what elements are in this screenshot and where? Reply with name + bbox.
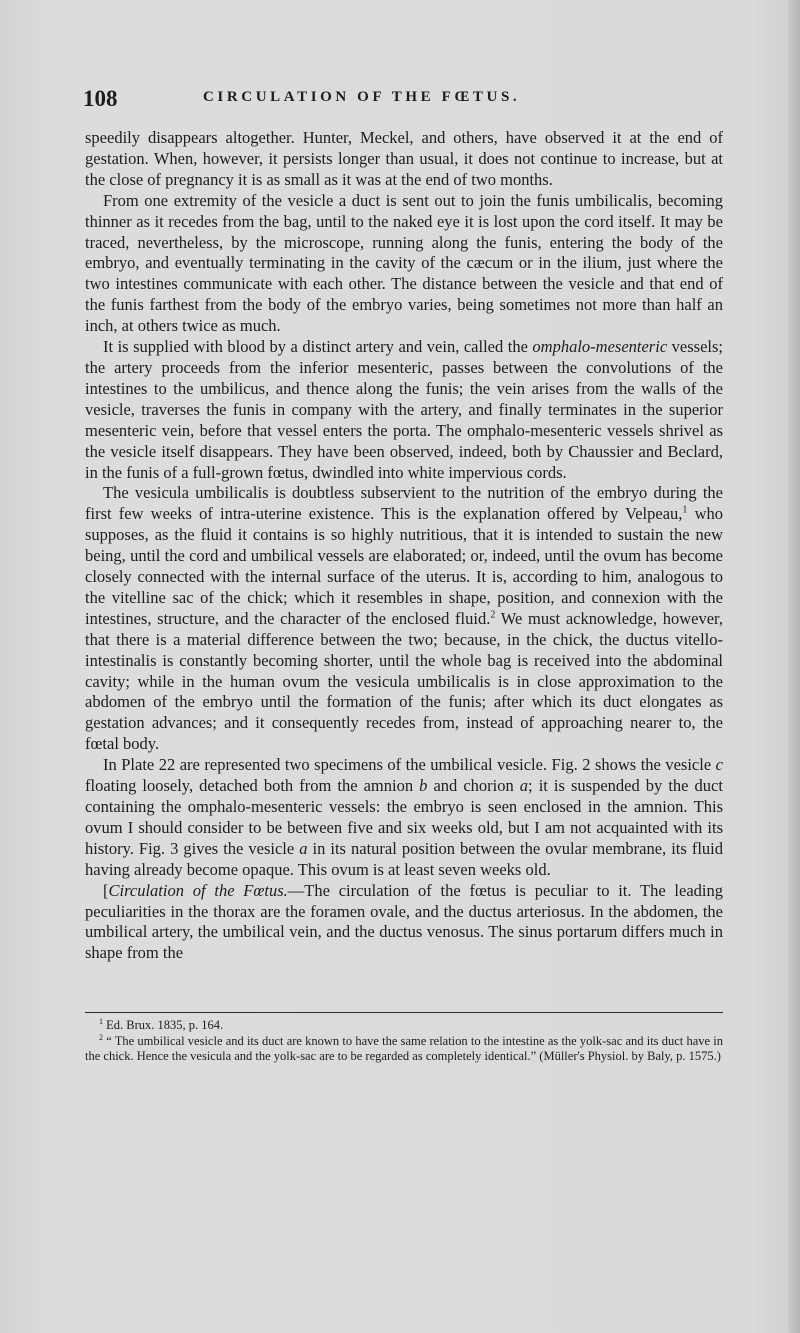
paragraph: speedily disappears altogether. Hunter, Meckel, and others, have observed it at the end of gestation. When, however, it persists longer than usual, it does not continue to increase, but at the close of pregnancy it is as small as it was at the end of two months. <box>85 128 723 189</box>
figure-letter: a <box>299 838 308 858</box>
section-heading: Circulation of the Fœtus. <box>108 880 288 900</box>
paragraph: In Plate 22 are represented two specimens of the umbilical vesicle. Fig. 2 shows the vesicle c floating loosely, detached both from the amnion b and chorion a; it is suspended by the duct containing the omphalo-mesenteric vessels: the embryo is seen enclosed in the amnion. This ovum I should consider to be between five and six weeks old, but I am not acquainted with its history. Fig. 3 gives the vesicle a in its natural position between the ovular membrane, its fluid having already become opaque. This ovum is at least seven weeks old. <box>85 755 723 879</box>
running-header <box>83 86 723 112</box>
paragraph: From one extremity of the vesicle a duct is sent out to join the funis umbilicalis, becoming thinner as it recedes from the bag, until to the naked eye it is lost upon the cord itself. It may be traced, nevertheless, by the microscope, running along the funis, entering the body of the embryo, and eventually terminating in the cavity of the cæcum or in the ilium, just where the two intestines communicate with each other. The distance between the vesicle and that end of the funis farthest from the body of the embryo varies, being sometimes not more than half an inch, at others twice as much. <box>85 190 723 336</box>
footnote-divider <box>85 1012 723 1013</box>
paragraph: The vesicula umbilicalis is doubtless subservient to the nutrition of the embryo during the first few weeks of intra-uterine existence. This is the explanation offered by Velpeau,$^1$ who supposes, as the fluid it contains is so highly nutritious, that it is intended to sustain the new being, until the cord and umbilical vessels are elaborated; or, indeed, until the ovum has become closely connected with the internal surface of the uterus. It is, according to him, analogous to the vitelline sac of the chick; which it resembles in shape, position, and connexion with the intestines, structure, and the character of the enclosed fluid.$^2$ We must acknowledge, however, that there is a material difference between the two; because, in the chick, the ductus vitello-intestinalis is constantly becoming shorter, until the whole bag is received into the abdominal cavity; while in the human ovum the vesicula umbilicalis is in close approximation to the abdomen of the embryo until the formation of the funis; after which its duct elongates as gestation advances; and it consequently recedes from, instead of approaching nearer to, the fœtal body. <box>85 483 724 754</box>
footnote: $^2$ “ The umbilical vesicle and its duct are known to have the same relation to the intestine as the yolk-sac and its duct have in the chick. Hence the vesicula and the yolk-sac are to be regarded as completely identical.” (Müller's Physiol. by Baly, p. 1575.) <box>85 1032 723 1064</box>
footnote-ref: 2 <box>490 609 496 621</box>
figure-letter: c <box>715 755 723 775</box>
paragraph: [Circulation of the Fœtus.—The circulation of the fœtus is peculiar to it. The leading peculiarities in the thorax are the foramen ovale, and the ductus arteriosus. In the abdomen, the umbilical artery, the umbilical vein, and the ductus venosus. The sinus portarum differs much in shape from the <box>85 880 723 963</box>
paragraph: It is supplied with blood by a distinct artery and vein, called the omphalo-mesenteric vessels; the artery proceeds from the inferior mesenteric, passes between the convolutions of the intestines to the umbilicus, and thence along the funis; the vein arises from the walls of the vesicle, traverses the funis in company with the artery, and finally terminates in the superior mesenteric vein, before that vessel enters the porta. The omphalo-mesenteric vessels shrivel as the vesicle itself disappears. They have been observed, indeed, both by Chaussier and Beclard, in the funis of a full-grown fœtus, dwindled into white impervious cords. <box>85 337 723 482</box>
page-edge <box>788 0 800 1333</box>
running-title: CIRCULATION OF THE FŒTUS. <box>203 89 521 105</box>
footnote: $^1$ Ed. Brux. 1835, p. 164. <box>99 1016 224 1032</box>
body-text <box>85 128 723 964</box>
footnotes <box>85 1018 723 1065</box>
figure-letter: a <box>519 776 529 796</box>
page-number: 108 <box>83 86 118 111</box>
footnote-ref: 1 <box>682 504 688 516</box>
italic-term: omphalo-mesenteric <box>532 337 668 357</box>
figure-letter: b <box>419 776 428 796</box>
